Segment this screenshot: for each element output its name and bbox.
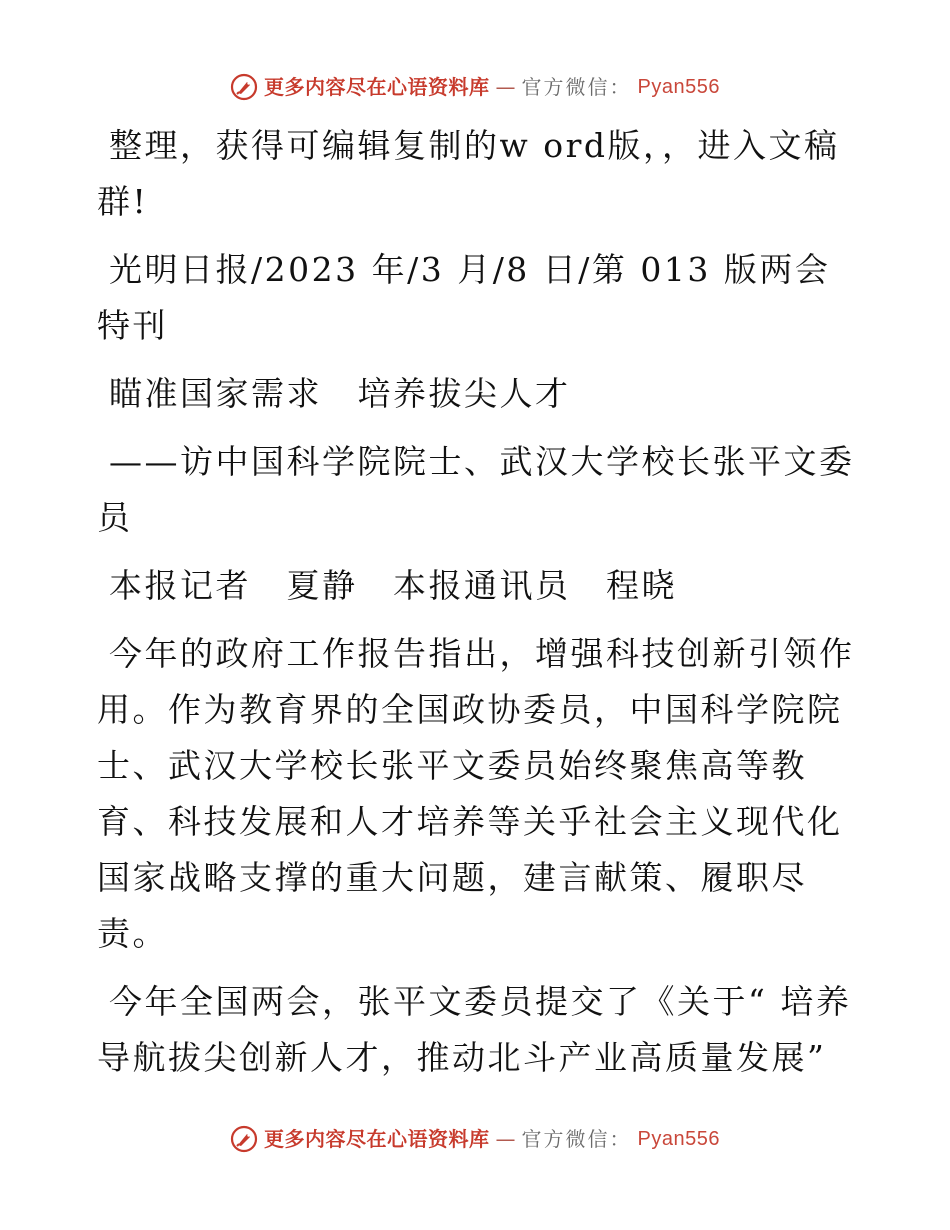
document-body — [97, 118, 857, 1098]
byline: 本报记者 夏静 本报通讯员 程晓 — [109, 566, 677, 605]
article-title: 瞄准国家需求 培养拔尖人才 — [109, 374, 571, 413]
banner-dash: — — [495, 75, 516, 99]
pen-nib-logo-icon — [230, 73, 258, 101]
banner-wechat-id: Pyan556 — [637, 1128, 720, 1150]
body-paragraph-1: 今年的政府工作报告指出，增强科技创新引领作用。作为教育界的全国政协委员，中国科学院院士、武汉大学校长张平文委员始终聚焦高等教育、科技发展和人才培养等关乎社会主义现代化国家战略支撑的重大问题，建言献策、履职尽责。 — [97, 634, 855, 953]
intro-paragraph: 整理，获得可编辑复制的w ord版，，进入文稿群! — [97, 126, 840, 221]
banner-wechat-label: 官方微信： — [521, 1127, 632, 1151]
body-paragraph-2: 今年全国两会，张平文委员提交了《关于“ 培养导航拔尖创新人才，推动北斗产业高质量发展” — [97, 982, 852, 1077]
banner-wechat-id: Pyan556 — [637, 76, 720, 98]
banner-site-text: 更多内容尽在心语资料库 — [264, 1127, 490, 1151]
banner-site-text: 更多内容尽在心语资料库 — [264, 75, 490, 99]
banner-dash: — — [495, 1127, 516, 1151]
pen-nib-logo-icon — [230, 1125, 258, 1153]
banner-wechat-label: 官方微信： — [521, 75, 632, 99]
footer-watermark-banner — [0, 1124, 950, 1154]
article-subtitle: ——访中国科学院院士、武汉大学校长张平文委员 — [97, 442, 855, 537]
header-watermark-banner — [0, 72, 950, 102]
source-line: 光明日报/2023 年/3 月/8 日/第 013 版两会特刊 — [97, 250, 831, 345]
